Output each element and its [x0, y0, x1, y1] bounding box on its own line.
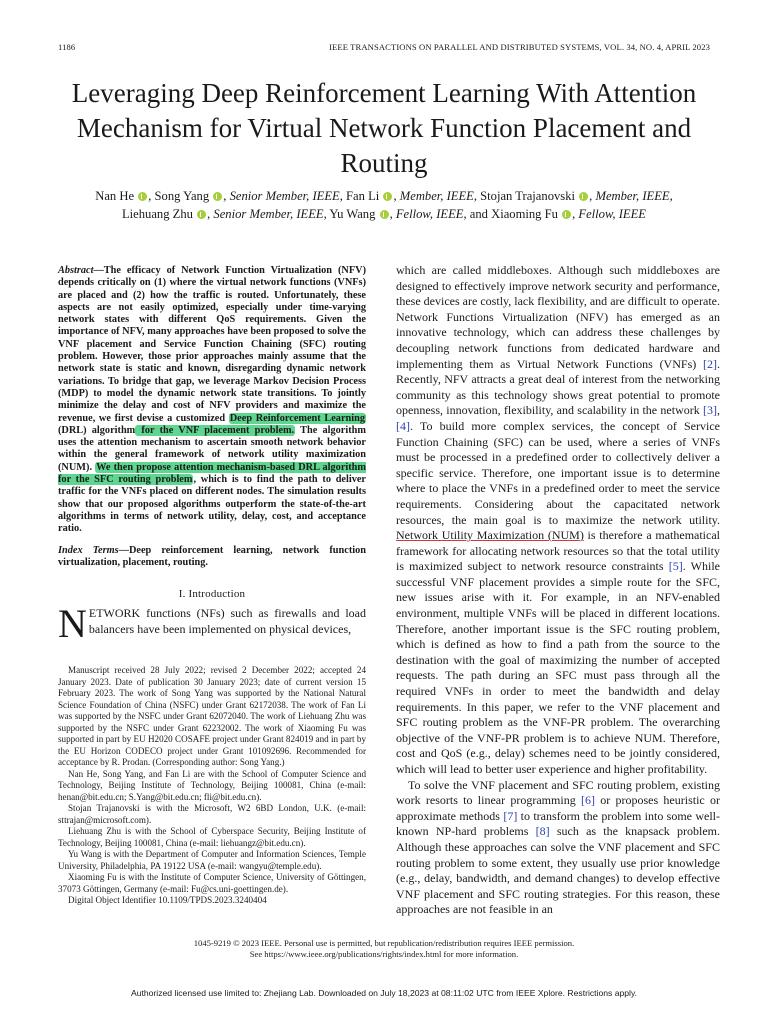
orcid-icon[interactable] — [138, 192, 147, 201]
intro-text: ETWORK functions (NFs) such as firewalls and load balancers have been implemented on physical devices, — [88, 606, 366, 636]
running-header — [58, 42, 710, 54]
footnote: Yu Wang is with the Department of Computer and Information Sciences, Temple University, Philadelphia, PA 19122 USA (e-mail: wangyu@temple.edu). — [58, 849, 366, 871]
abstract-text: (DRL) algorithm — [58, 424, 136, 436]
author-affiliation: Member, IEEE, — [595, 189, 673, 203]
footnote: Liehuang Zhu is with the School of Cyberspace Security, Beijing Institute of Technology, Beijing 100081, China (e-mail: liehuangz@bit.edu.cn). — [58, 826, 366, 848]
separator: , — [393, 189, 400, 203]
citation-link[interactable]: [4] — [396, 418, 410, 433]
separator: , — [207, 207, 214, 221]
rights-url[interactable]: See https://www.ieee.org/publications/rights/index.html for more information. — [249, 949, 519, 959]
drop-cap: N — [58, 601, 87, 647]
abstract — [58, 265, 366, 536]
authorized-use-notice: Authorized licensed use limited to: Zhejiang Lab. Downloaded on July 18,2023 at 08:11:02 UTC from IEEE Xplore. Restrictions apply. — [130, 988, 638, 998]
index-terms — [58, 545, 366, 570]
page-number: 1186 — [58, 42, 76, 52]
orcid-icon[interactable] — [213, 192, 222, 201]
abstract-text: —The efficacy of Network Function Virtualization (NFV) depends critically on (1) where the virtual network functions (VNFs) are placed and (2) how the traffic is routed. Unfortunately, these aspects are not easily optimized, especially under time-varying network states with different QoS requirements. Given the importance of NFV, many approaches have been proposed to solve the VNF placement and Service Function Chaining (SFC) routing problem. However, those prior approaches mainly assume that the network state is static and known, disregarding dynamic network variations. To bridge that gap, we leverage Markov Decision Process (MDP) to model the dynamic network state transitions. To jointly minimize the delay and cost of NFV providers and maximize the revenue, we first devise a customized — [58, 265, 366, 424]
orcid-icon[interactable] — [562, 210, 571, 219]
author-name: , Yu Wang — [323, 207, 376, 221]
body-text: or proposes heuristic or approximate methods — [396, 793, 720, 823]
author-name: Nan He — [95, 189, 135, 203]
index-terms-label: Index Terms — [58, 544, 119, 556]
footnote: Xiaoming Fu is with the Institute of Computer Science, University of Göttingen, 37073 Göttingen, Germany (e-mail: Fu@cs.uni-goettingen.de). — [58, 872, 366, 894]
separator: , — [389, 207, 396, 221]
author-affiliation: Senior Member, IEEE — [229, 189, 340, 203]
footnote-doi: Digital Object Identifier 10.1109/TPDS.2023.3240404 — [68, 895, 267, 905]
footnotes — [58, 665, 366, 907]
body-text: which are called middleboxes. Although such middleboxes are designed to effectively improve network security and performance, these devices are costly, lack flexibility, and are difficult to operate. Network Functions Virtualization (NFV) has emerged as an innovative technology, which can address these challenges by decoupling network functions from dedicated hardware and implementing them as Virtual Network Functions (VNFs) — [396, 263, 720, 371]
author-affiliation: Senior Member, IEEE — [213, 207, 324, 221]
orcid-icon[interactable] — [579, 192, 588, 201]
orcid-icon[interactable] — [383, 192, 392, 201]
author-list — [50, 187, 718, 223]
citation-link[interactable]: [6] — [580, 793, 595, 808]
citation-link[interactable]: [7] — [503, 808, 518, 823]
body-text: To solve the VNF placement and SFC routing problem, existing work resorts to linear programming — [396, 777, 720, 808]
section-heading: I. Introduction — [178, 588, 246, 601]
orcid-icon[interactable] — [380, 210, 389, 219]
body-text: is therefore a mathematical framework for allocating network resources so that the total utility is maximized subject to network resource constraints — [396, 528, 721, 574]
footnote: Stojan Trajanovski is with the Microsoft, W2 6BD London, U.K. (e-mail: sttrajan@microsoft.com). — [58, 803, 366, 825]
journal-header: IEEE TRANSACTIONS ON PARALLEL AND DISTRIBUTED SYSTEMS, VOL. 34, NO. 4, APRIL 2023 — [329, 42, 710, 52]
abstract-text: , which is to find the path to deliver traffic for the VNFs placed on different nodes. The simulation results show that our proposed algorithms outperform the state-of-the-art algorithms in terms of network utility, delay, cost, and acceptance ratio. — [58, 474, 366, 535]
abstract-label: Abstract — [58, 265, 94, 276]
paper-title: Leveraging Deep Reinforcement Learning With Attention Mechanism for Virtual Network Function Placement and Routing — [71, 78, 697, 178]
body-text: . While successful VNF placement provides a simple route for the SFC, new issues arise with it. For example, in an NFV-enabled environment, multiple VNFs will be placed in different locations. Therefore, another important issue is the SFC routing problem, which is defined as how to find a path from the source to the destination with the goal of maximizing the number of accepted requests. The path during an SFC must pass through all the required VNFs in order to meet the bandwidth and delay requirements. In this paper, we refer to the VNF placement and SFC routing problem as the VNF-PR problem. The overarching objective of the VNF-PR problem is to achieve NUM. Therefore, cost and QoS (e.g., delay) schemes need to be jointly considered, which will lead to better user experience and higher profitability. — [396, 559, 720, 776]
citation-link[interactable]: [3] — [703, 403, 717, 418]
author-affiliation: Fellow, IEEE — [395, 207, 464, 221]
footnote: Nan He, Song Yang, and Fan Li are with the School of Computer Science and Technology, Beijing Institute of Technology, Beijing 100081, China (e-mail: henan@bit.edu.cn; S.Yang@bit.edu.cn; fli@bit.edu.cn). — [58, 768, 366, 802]
citation-link[interactable]: [8] — [535, 824, 550, 839]
author-name: , Fan Li — [339, 189, 380, 203]
highlight-drl[interactable]: Deep Reinforcement Learning — [229, 412, 365, 424]
citation-link[interactable]: [2] — [703, 356, 717, 371]
body-text: , — [717, 403, 720, 418]
separator: , — [572, 207, 579, 221]
author-affiliation: Fellow, IEEE — [578, 207, 647, 221]
body-text: . Recently, NFV attracts a great deal of interest from the networking community as this technology shows great potential to promote openness, innovation, flexibility, and scalability in the network — [396, 356, 720, 418]
footnote: Manuscript received 28 July 2022; revised 2 December 2022; accepted 24 January 2023. Date of publication 30 January 2023; date of current version 15 February 2023. The work of Song Yang was supported by the National Natural Science Foundation of China (NSFC) under Grant 62172038. The work of Fan Li was supported by the NSFC under Grant 62072040. The work of Liehuang Zhu was supported by the NSFC under Grant 62232002. The work of Xiaoming Fu was supported in part by EU H2020 COSAFE project under Grant 824019 and in part by the EU Horizon CODECO project under Grant 101092696. Recommended for acceptance by R. Prodan. (Corresponding author: Song Yang.) — [58, 665, 366, 767]
copyright-footer — [0, 938, 768, 960]
intro-paragraph — [58, 601, 366, 647]
author-name: , and Xiaoming Fu — [463, 207, 558, 221]
author-name: Liehuang Zhu — [121, 207, 193, 221]
underline-annotation[interactable]: Network Utility Maximization (NUM) — [396, 528, 584, 543]
body-text: such as the knapsack problem. Although these approaches can solve the VNF placement and SFC routing problem to some extent, they usually use prior knowledge (e.g., delay, bandwidth, and demand changes) to develop effective VNF placement and SFC routing strategies. For this reason, these approaches are not feasible in an — [396, 824, 721, 917]
index-terms-text: —Deep reinforcement learning, network function virtualization, placement, routing. — [58, 544, 366, 568]
author-name: , Stojan Trajanovski — [473, 189, 575, 203]
separator: , — [223, 189, 230, 203]
body-text: . To build more complex services, the concept of Service Function Chaining (SFC) can be used, where a series of VNFs must be processed in a predefined order to collectively deliver a specific service. Therefore, one important issue is to determine where to place the VNFs in a predefined order to meet the service requirements. Considering about the capacitated network resources, the main goal is to maximize the network utility. — [396, 418, 720, 527]
highlight-placement[interactable]: for the VNF placement problem. — [136, 424, 295, 436]
orcid-icon[interactable] — [197, 210, 206, 219]
highlight-routing[interactable]: We then propose attention mechanism-based DRL algorithm for the SFC routing problem — [58, 461, 366, 486]
body-text: to transform the problem into some well-known NP-hard problems — [396, 808, 721, 839]
body-paragraph — [396, 778, 720, 918]
abstract-text: The algorithm uses the attention mechanism to ascertain smooth network behavior within the general framework of network utility maximization (NUM). — [58, 424, 366, 473]
citation-link[interactable]: [5] — [668, 559, 683, 574]
separator: , — [589, 189, 596, 203]
author-affiliation: Member, IEEE — [399, 189, 474, 203]
left-column — [58, 265, 366, 647]
copyright-line: 1045-9219 © 2023 IEEE. Personal use is permitted, but republication/redistribution requires IEEE permission. — [193, 938, 575, 948]
author-name: , Song Yang — [148, 189, 210, 203]
body-paragraph — [396, 263, 720, 778]
right-column — [396, 263, 720, 918]
